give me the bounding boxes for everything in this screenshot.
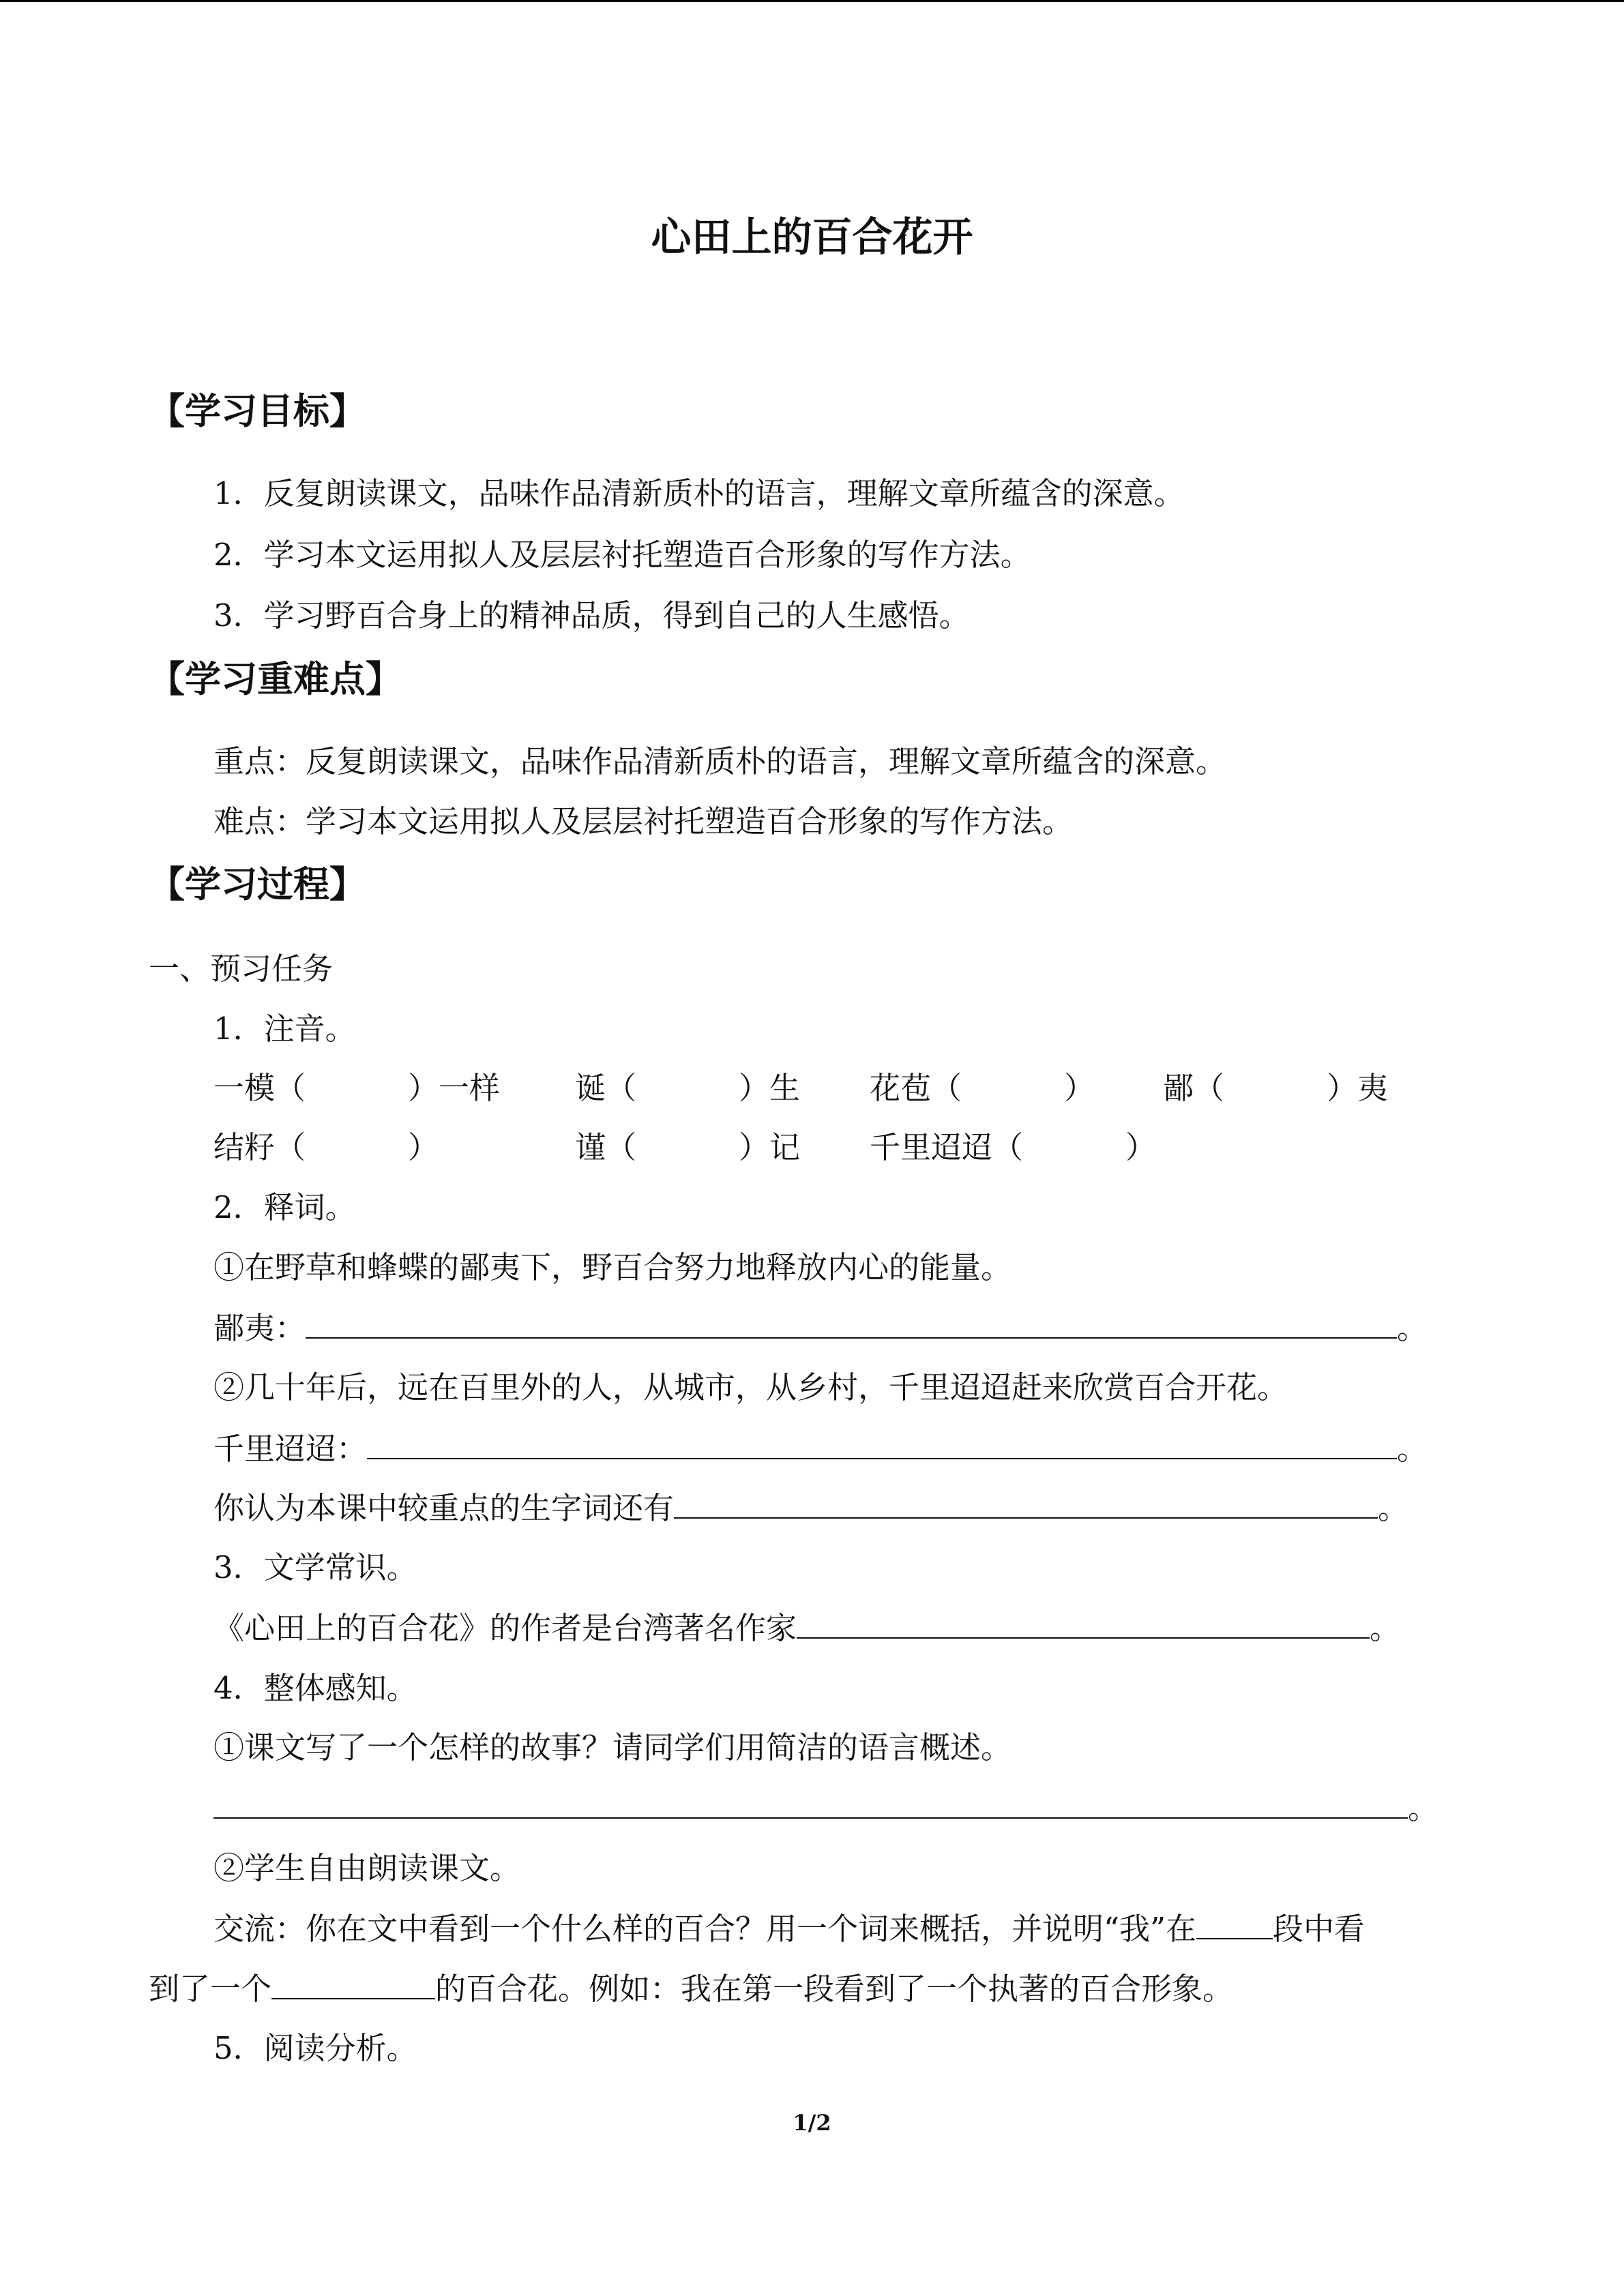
pinyin-item-yimo: 一模（ ）一样 xyxy=(213,1070,501,1106)
q4-sub-2: ②学生自由朗读课文。 xyxy=(213,1850,521,1886)
q4-exchange-line-1: 交流：你在文中看到一个什么样的百合？用一个词来概括，并说明“我”在 段中看 xyxy=(213,1908,1365,1950)
q3-label: 3．文学常识。 xyxy=(213,1549,417,1585)
q2-term-biyi: 鄙夷： 。 xyxy=(213,1307,1428,1349)
q1-label: 1．注音。 xyxy=(213,1011,356,1047)
goal-1: 1．反复朗读课文，品味作品清新质朴的语言，理解文章所蕴含的深意。 xyxy=(213,475,1185,511)
q4-label: 4．整体感知。 xyxy=(213,1670,417,1706)
answer-line-author[interactable] xyxy=(797,1607,1370,1639)
page-title: 心田上的百合花开 xyxy=(651,213,973,260)
answer-line-lily-word[interactable] xyxy=(271,1968,435,1999)
page-number: 1/2 xyxy=(793,2110,831,2136)
pinyin-item-jiezi: 结籽（ ） xyxy=(213,1129,439,1165)
q2-sentence-2: ②几十年后，远在百里外的人，从城市，从乡村，千里迢迢赶来欣赏百合开花。 xyxy=(213,1369,1288,1405)
q2-label: 2．释词。 xyxy=(213,1189,356,1225)
section-preview-tasks: 一、预习任务 xyxy=(149,951,334,987)
answer-line-qianli[interactable] xyxy=(367,1428,1397,1459)
pinyin-item-huabao: 花苞（ ） xyxy=(870,1070,1095,1106)
goal-2: 2．学习本文运用拟人及层层衬托塑造百合形象的写作方法。 xyxy=(213,537,1031,573)
answer-line-more-words[interactable] xyxy=(674,1487,1378,1519)
q2-term-qianli: 千里迢迢： 。 xyxy=(213,1428,1428,1470)
top-border xyxy=(0,0,1624,2)
q3-author: 《心田上的百合花》的作者是台湾著名作家 。 xyxy=(213,1607,1400,1649)
q2-sentence-1: ①在野草和蜂蝶的鄙夷下，野百合努力地释放内心的能量。 xyxy=(213,1249,1012,1285)
q5-label: 5．阅读分析。 xyxy=(213,2030,417,2066)
pinyin-item-qianli: 千里迢迢（ ） xyxy=(870,1129,1157,1165)
q4-summary-line: 。 xyxy=(213,1787,1438,1829)
key-point-difficulty: 难点：学习本文运用拟人及层层衬托塑造百合形象的写作方法。 xyxy=(213,803,1074,839)
answer-line-paragraph[interactable] xyxy=(1196,1908,1273,1939)
q2-more-words: 你认为本课中较重点的生字词还有 。 xyxy=(213,1487,1408,1529)
q4-sub-1: ①课文写了一个怎样的故事？请同学们用简洁的语言概述。 xyxy=(213,1729,1012,1765)
answer-line-biyi[interactable] xyxy=(306,1307,1397,1339)
q4-exchange-line-2: 到了一个 的百合花。例如：我在第一段看到了一个执著的百合形象。 xyxy=(149,1968,1233,2010)
answer-line-summary[interactable] xyxy=(213,1787,1408,1819)
heading-process: 【学习过程】 xyxy=(149,864,366,906)
heading-goals: 【学习目标】 xyxy=(149,391,366,432)
pinyin-item-biyi: 鄙（ ）夷 xyxy=(1163,1070,1389,1106)
heading-key-points: 【学习重难点】 xyxy=(149,659,402,700)
key-point-focus: 重点：反复朗读课文，品味作品清新质朴的语言，理解文章所蕴含的深意。 xyxy=(213,743,1227,779)
pinyin-item-dan: 诞（ ）生 xyxy=(575,1070,801,1106)
goal-3: 3．学习野百合身上的精神品质，得到自己的人生感悟。 xyxy=(213,597,970,633)
pinyin-item-jinji: 谨（ ）记 xyxy=(575,1129,801,1165)
